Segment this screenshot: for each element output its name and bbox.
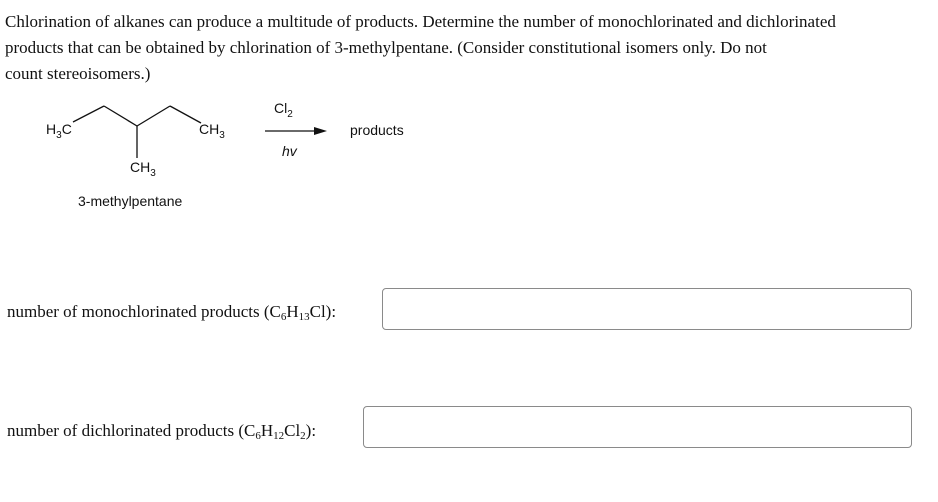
question-line-3: count stereoisomers.) xyxy=(5,64,151,83)
bond-c4-c5 xyxy=(170,106,201,123)
question-line-1: Chlorination of alkanes can produce a multitude of products. Determine the number of monochlorinated and dichlorinated xyxy=(5,12,836,31)
bond-c1-c2 xyxy=(73,106,104,122)
bond-c2-c3 xyxy=(104,106,137,126)
question-text xyxy=(5,9,925,87)
bond-c3-c4 xyxy=(137,106,170,126)
compound-name: 3-methylpentane xyxy=(78,193,183,209)
di-label: number of dichlorinated products $(C_6H_{12}Cl_2)$: xyxy=(7,421,317,442)
reagent-label: $Cl_2$ xyxy=(274,100,293,120)
right-methyl-label: $CH_3$ xyxy=(199,121,225,141)
products-label: products xyxy=(350,122,404,138)
left-methyl-label: $H_3C$ xyxy=(46,121,72,141)
reaction-scheme xyxy=(0,90,460,230)
question-line-2: products that can be obtained by chlorination of 3-methylpentane. (Consider constitutional isomers only. Do not xyxy=(5,38,767,57)
branch-methyl-label: $CH_3$ xyxy=(130,159,156,179)
arrow-head-icon xyxy=(314,127,327,135)
mono-label: number of monochlorinated products $(C_6H_{13}Cl)$: xyxy=(7,302,337,323)
mono-count-input[interactable] xyxy=(382,288,912,330)
condition-label: hv xyxy=(282,143,297,159)
di-count-input[interactable] xyxy=(363,406,912,448)
